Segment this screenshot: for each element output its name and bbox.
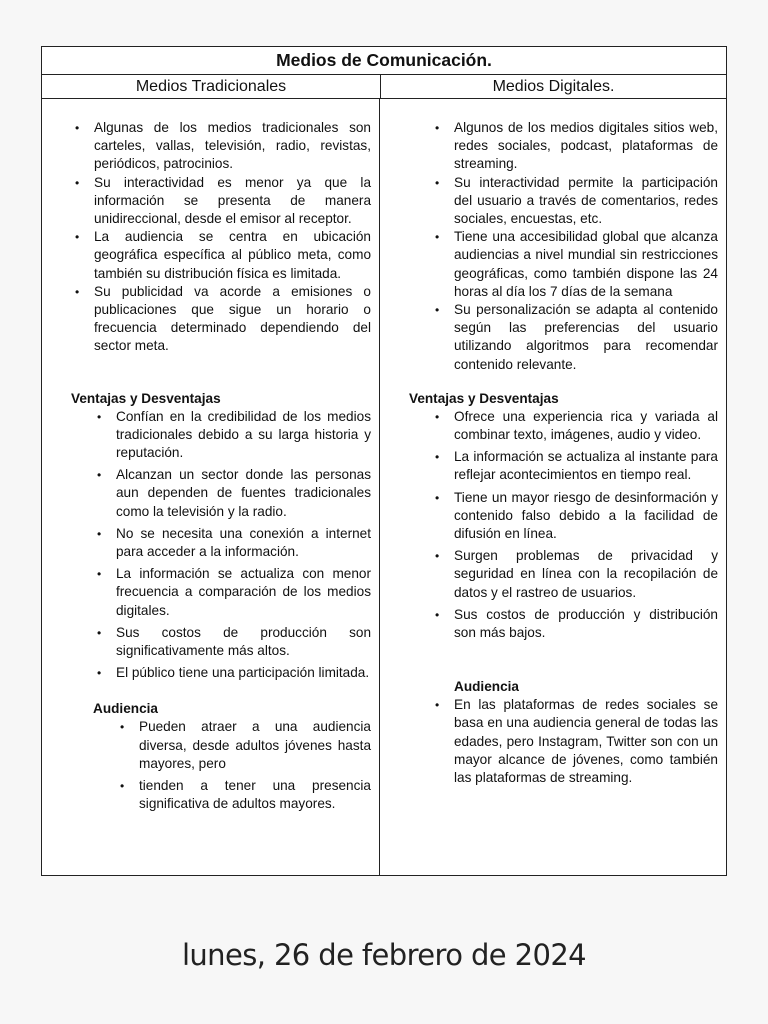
list-item: • Surgen problemas de privacidad y seguridad en línea con la recopilación de datos y el rastreo de usuarios. xyxy=(454,547,718,602)
list-item: • Pueden atraer a una audiencia diversa, desde adultos jóvenes hasta mayores, pero xyxy=(139,718,371,773)
digital-advantages-list xyxy=(409,408,718,642)
list-item: • Confían en la credibilidad de los medios tradicionales debido a su larga historia y reputación. xyxy=(116,408,371,463)
list-item: • La información se actualiza con menor frecuencia a comparación de los medios digitales. xyxy=(116,565,371,620)
digital-column xyxy=(380,99,726,876)
list-item: • Sus costos de producción son significativamente más altos. xyxy=(116,624,371,660)
list-item: • Tiene una accesibilidad global que alcanza audiencias a nivel mundial sin restricciones geográficas, como también dispone las 24 horas al día los 7 días de la semana xyxy=(454,228,718,301)
list-item: • Su interactividad es menor ya que la información se presenta de manera unidireccional, desde el emisor al receptor. xyxy=(94,174,371,229)
list-item: • El público tiene una participación limitada. xyxy=(116,664,371,682)
list-item: • Alcanzan un sector donde las personas aun dependen de fuentes tradicionales como la televisión y la radio. xyxy=(116,466,371,521)
header-traditional: Medios Tradicionales xyxy=(42,75,381,98)
list-item: • Algunas de los medios tradicionales son carteles, vallas, televisión, radio, revistas, periódicos, patrocinios. xyxy=(94,119,371,174)
list-item: • Sus costos de producción y distribución son más bajos. xyxy=(454,606,718,642)
column-headers xyxy=(42,75,726,99)
digital-audience-list xyxy=(409,696,718,787)
list-item: • En las plataformas de redes sociales se basa en una audiencia general de todas las edades, pero Instagram, Twitter son con un mayor alcance de jóvenes, como también las plataformas de streaming. xyxy=(454,696,718,787)
traditional-audience-heading: Audiencia xyxy=(93,701,158,717)
list-item: • Tiene un mayor riesgo de desinformación y contenido falso debido a la facilidad de difusión en línea. xyxy=(454,489,718,544)
header-digital: Medios Digitales. xyxy=(492,78,615,95)
list-item: • La información se actualiza al instante para reflejar acontecimientos en tiempo real. xyxy=(454,448,718,484)
list-item: • Su personalización se adapta al contenido según las preferencias del usuario utilizando algoritmos para recomendar contenido relevante. xyxy=(454,301,718,374)
list-item: • tienden a tener una presencia significativa de adultos mayores. xyxy=(139,777,371,813)
digital-advantages-heading: Ventajas y Desventajas xyxy=(409,390,559,406)
traditional-intro-list xyxy=(70,119,371,356)
table-body xyxy=(42,99,726,876)
traditional-audience-list xyxy=(70,718,371,813)
list-item: • La audiencia se centra en ubicación geográfica específica al público meta, como también su distribución física es limitada. xyxy=(94,228,371,283)
list-item: • Su interactividad permite la participación del usuario a través de comentarios, redes sociales, encuestas, etc. xyxy=(454,174,718,229)
list-item: • Ofrece una experiencia rica y variada al combinar texto, imágenes, audio y video. xyxy=(454,408,718,444)
comparison-table xyxy=(41,46,727,876)
list-item: • Algunos de los medios digitales sitios web, redes sociales, podcast, plataformas de streaming. xyxy=(454,119,718,174)
traditional-advantages-heading: Ventajas y Desventajas xyxy=(71,390,221,406)
table-title: Medios de Comunicación. xyxy=(42,47,726,75)
digital-audience-heading: Audiencia xyxy=(454,679,519,695)
traditional-advantages-list xyxy=(70,408,371,683)
list-item: • Su publicidad va acorde a emisiones o publicaciones que sigue un horario o frecuencia determinado dependiendo del sector meta. xyxy=(94,283,371,356)
digital-intro-list xyxy=(409,119,718,374)
traditional-column xyxy=(42,99,380,876)
date-footer: lunes, 26 de febrero de 2024 xyxy=(181,938,587,972)
list-item: • No se necesita una conexión a internet para acceder a la información. xyxy=(116,525,371,561)
